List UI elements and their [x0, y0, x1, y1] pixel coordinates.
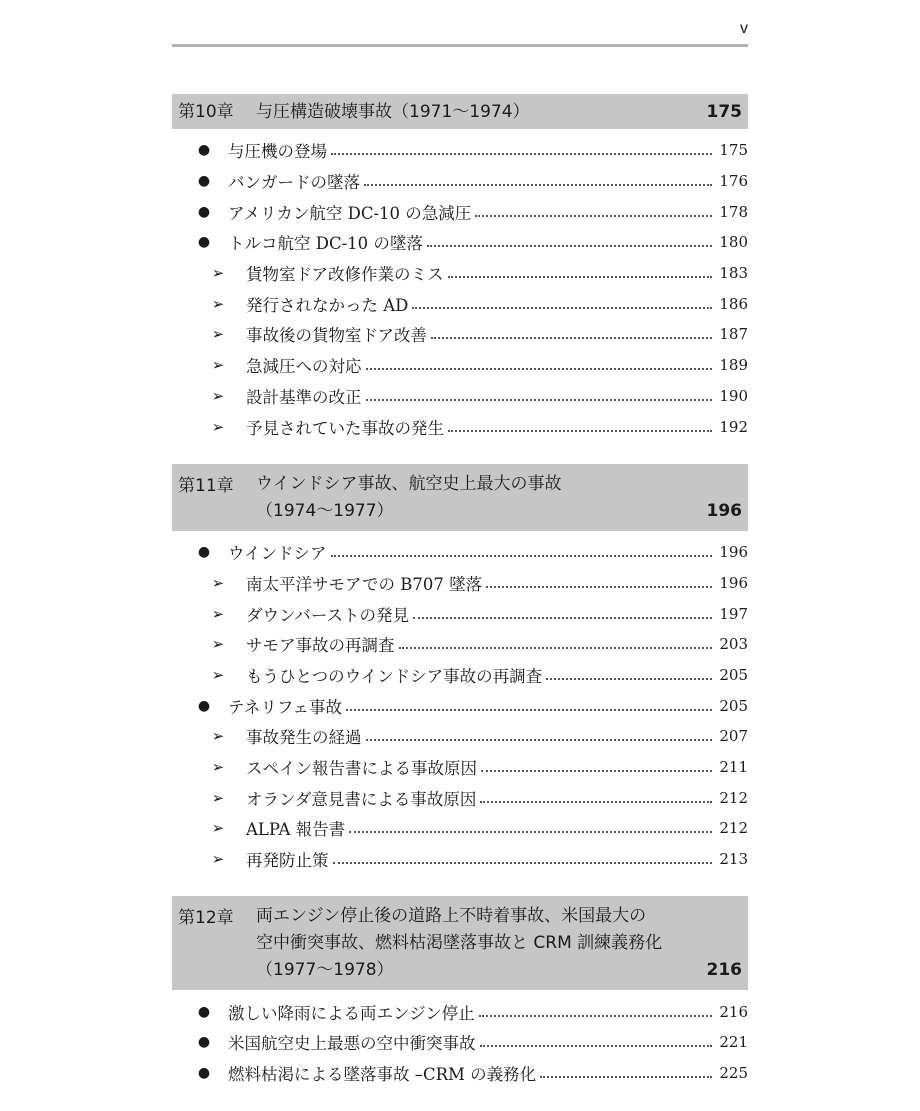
toc-subentry[interactable]	[172, 568, 748, 599]
toc-subentry[interactable]	[172, 411, 748, 442]
entry-title: 貨物室ドア改修作業のミス	[246, 265, 444, 285]
entry-page-number: 212	[719, 788, 748, 807]
chapter-page-number: 216	[706, 960, 742, 981]
chapter-page-number: 175	[706, 102, 742, 122]
dot-leader	[346, 709, 712, 711]
entry-list	[172, 129, 748, 442]
entry-title: 事故発生の経過	[246, 728, 362, 748]
entry-title: 南太平洋サモアでの B707 墜落	[246, 574, 483, 594]
entry-title: 事故後の貨物室ドア改善	[246, 326, 428, 346]
entry-page-number: 190	[719, 386, 748, 405]
entry-page-number: 205	[719, 665, 748, 684]
dot-leader	[481, 770, 712, 772]
dot-leader	[486, 586, 712, 588]
header-rule	[172, 44, 748, 47]
entry-page-number: 213	[719, 850, 748, 869]
entry-title: 米国航空史上最悪の空中衝突事故	[228, 1034, 476, 1054]
toc-subentry[interactable]	[172, 629, 748, 660]
toc-subentry[interactable]	[172, 288, 748, 319]
chapter-header[interactable]	[172, 464, 748, 531]
dot-leader	[540, 1076, 712, 1078]
chapter-title-line: ウインドシア事故、航空史上最大の事故	[256, 473, 562, 494]
entry-page-number: 187	[719, 325, 748, 344]
toc-entry[interactable]	[172, 166, 748, 197]
toc-subentry[interactable]	[172, 752, 748, 783]
chapter-title-line: 空中衝突事故、燃料枯渇墜落事故と CRM 訓練義務化	[256, 933, 663, 954]
toc-entry[interactable]	[172, 196, 748, 227]
entry-title: 予見されていた事故の発生	[246, 418, 444, 438]
dot-leader	[412, 307, 712, 309]
arrow-icon: ➢	[211, 417, 225, 436]
dot-leader	[431, 337, 712, 339]
toc-subentry[interactable]	[172, 381, 748, 412]
entry-page-number: 196	[719, 573, 748, 592]
arrow-icon: ➢	[211, 386, 225, 405]
chapter-title-line: （1977〜1978）	[256, 960, 394, 981]
toc-subentry[interactable]	[172, 319, 748, 350]
entry-page-number: 221	[719, 1033, 748, 1052]
dot-leader	[480, 1045, 713, 1047]
chapter-header[interactable]	[172, 94, 748, 129]
entry-title: アメリカン航空 DC-10 の急減圧	[228, 203, 472, 223]
entry-page-number: 180	[719, 233, 748, 252]
chapter-title-line: 与圧構造破壊事故（1971〜1974）	[256, 102, 530, 122]
toc-subentry[interactable]	[172, 660, 748, 691]
dot-leader	[427, 245, 712, 247]
chapter-title	[256, 471, 707, 525]
arrow-icon: ➢	[211, 788, 225, 807]
bullet-icon: ●	[197, 544, 211, 561]
entry-page-number: 197	[719, 604, 748, 623]
chapter-section	[172, 464, 748, 875]
entry-page-number: 189	[719, 356, 748, 375]
entry-page-number: 175	[719, 141, 748, 160]
entry-title: サモア事故の再調査	[246, 636, 395, 656]
entry-title: 発行されなかった AD	[246, 295, 409, 315]
toc-subentry[interactable]	[172, 844, 748, 875]
chapter-title	[256, 903, 707, 984]
toc-subentry[interactable]	[172, 350, 748, 381]
entry-page-number: 203	[719, 635, 748, 654]
bullet-icon: ●	[197, 203, 211, 220]
chapter-section	[172, 896, 748, 1088]
dot-leader	[546, 678, 712, 680]
arrow-icon: ➢	[211, 850, 225, 869]
bullet-icon: ●	[197, 1003, 211, 1020]
toc-subentry[interactable]	[172, 258, 748, 289]
toc-entry[interactable]	[172, 227, 748, 258]
chapter-label: 第12章	[178, 908, 234, 929]
bullet-icon: ●	[197, 1065, 211, 1082]
arrow-icon: ➢	[211, 325, 225, 344]
dot-leader	[448, 276, 712, 278]
arrow-icon: ➢	[211, 758, 225, 777]
dot-leader	[479, 1015, 712, 1017]
toc-entry[interactable]	[172, 537, 748, 568]
chapter-title-line: 両エンジン停止後の道路上不時着事故、米国最大の	[256, 906, 647, 927]
toc-entry[interactable]	[172, 1058, 748, 1089]
dot-leader	[364, 184, 712, 186]
dot-leader	[331, 153, 712, 155]
toc-entry[interactable]	[172, 1027, 748, 1058]
entry-title: オランダ意見書による事故原因	[246, 789, 477, 809]
entry-title: 再発防止策	[246, 851, 329, 871]
dot-leader	[366, 739, 713, 741]
dot-leader	[366, 368, 713, 370]
entry-page-number: 225	[719, 1064, 748, 1083]
bullet-icon: ●	[197, 1034, 211, 1051]
entry-page-number: 176	[719, 172, 748, 191]
toc-entry[interactable]	[172, 996, 748, 1027]
dot-leader	[331, 555, 712, 557]
arrow-icon: ➢	[211, 294, 225, 313]
bullet-icon: ●	[197, 173, 211, 190]
arrow-icon: ➢	[211, 635, 225, 654]
toc-subentry[interactable]	[172, 813, 748, 844]
entry-page-number: 212	[719, 819, 748, 838]
bullet-icon: ●	[197, 142, 211, 159]
entry-title: 激しい降雨による両エンジン停止	[228, 1003, 475, 1023]
dot-leader	[349, 831, 712, 833]
dot-leader	[399, 647, 713, 649]
entry-page-number: 196	[719, 543, 748, 562]
entry-page-number: 216	[719, 1002, 748, 1021]
chapter-page-number: 196	[706, 500, 742, 521]
arrow-icon: ➢	[211, 356, 225, 375]
entry-title: スペイン報告書による事故原因	[246, 759, 477, 779]
entry-page-number: 211	[719, 758, 748, 777]
arrow-icon: ➢	[211, 665, 225, 684]
entry-title: トルコ航空 DC-10 の墜落	[228, 234, 423, 254]
entry-page-number: 205	[719, 696, 748, 715]
dot-leader	[366, 399, 713, 401]
arrow-icon: ➢	[211, 819, 225, 838]
toc-subentry[interactable]	[172, 598, 748, 629]
entry-list	[172, 531, 748, 875]
arrow-icon: ➢	[211, 573, 225, 592]
chapter-title-line: （1974〜1977）	[256, 500, 394, 521]
arrow-icon: ➢	[211, 264, 225, 283]
arrow-icon: ➢	[211, 727, 225, 746]
entry-list	[172, 990, 748, 1088]
arrow-icon: ➢	[211, 604, 225, 623]
entry-title: 与圧機の登場	[228, 142, 327, 162]
entry-title: 設計基準の改正	[246, 387, 362, 407]
entry-title: バンガードの墜落	[228, 173, 360, 193]
entry-title: ダウンバーストの発見	[246, 605, 410, 625]
entry-title: 燃料枯渇による墜落事故 –CRM の義務化	[228, 1065, 537, 1085]
chapter-title	[256, 101, 707, 123]
dot-leader	[333, 862, 713, 864]
entry-title: 急減圧への対応	[246, 357, 362, 377]
chapter-label: 第11章	[178, 475, 234, 496]
toc-entry[interactable]	[172, 690, 748, 721]
entry-title: もうひとつのウインドシア事故の再調査	[246, 666, 543, 686]
chapter-section	[172, 94, 748, 442]
toc-subentry[interactable]	[172, 782, 748, 813]
dot-leader	[448, 430, 712, 432]
entry-title: テネリフェ事故	[228, 697, 343, 717]
table-of-contents	[172, 94, 748, 1111]
entry-page-number: 186	[719, 294, 748, 313]
entry-title: ウインドシア	[228, 544, 327, 564]
page-number: v	[740, 20, 748, 37]
entry-page-number: 207	[719, 727, 748, 746]
entry-page-number: 178	[719, 202, 748, 221]
dot-leader	[475, 215, 712, 217]
entry-title: ALPA 報告書	[246, 820, 346, 840]
chapter-header[interactable]	[172, 896, 748, 990]
dot-leader	[480, 801, 712, 803]
chapter-label: 第10章	[178, 102, 234, 122]
entry-page-number: 183	[719, 264, 748, 283]
dot-leader	[413, 617, 712, 619]
toc-entry[interactable]	[172, 135, 748, 166]
bullet-icon: ●	[197, 697, 211, 714]
toc-subentry[interactable]	[172, 721, 748, 752]
bullet-icon: ●	[197, 234, 211, 251]
entry-page-number: 192	[719, 417, 748, 436]
